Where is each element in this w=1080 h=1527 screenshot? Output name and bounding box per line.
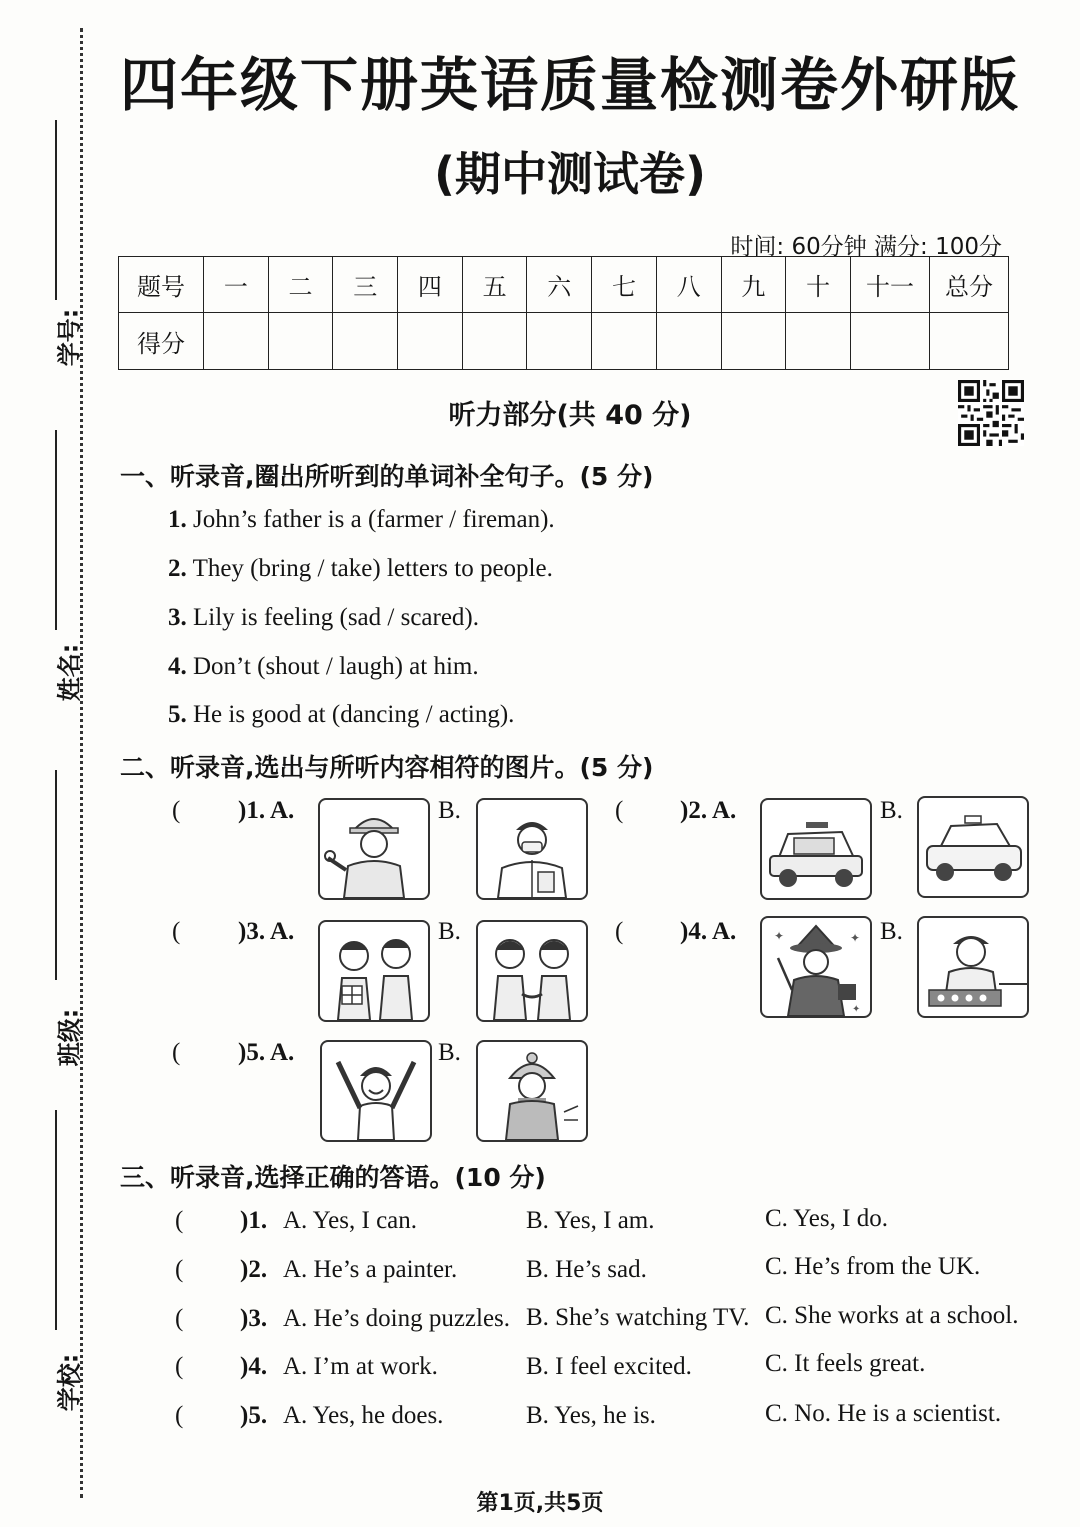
answer-bracket[interactable]: (: [172, 797, 181, 824]
taxi-picture[interactable]: [917, 796, 1029, 898]
item-text: They (bring / take) letters to people.: [192, 555, 553, 582]
school-label: 学校:: [55, 1353, 84, 1412]
answer-bracket[interactable]: (: [172, 918, 181, 945]
item-number: 4.: [168, 653, 187, 680]
police-car-picture[interactable]: [760, 798, 872, 900]
table-cell: 四: [398, 257, 463, 313]
option-b: B. She’s watching TV.: [526, 1304, 750, 1331]
item-number: )3. A.: [238, 918, 295, 945]
svg-text:✦: ✦: [850, 931, 861, 945]
option-b-label: B.: [438, 797, 461, 824]
score-cell[interactable]: [527, 313, 592, 370]
option-b: B. Yes, I am.: [526, 1207, 655, 1234]
girls-with-gift-icon: [320, 922, 428, 1020]
answer-bracket[interactable]: (: [172, 1039, 181, 1066]
happy-boy-picture[interactable]: [320, 1040, 432, 1142]
score-cell[interactable]: [398, 313, 463, 370]
item-number: )4. A.: [680, 918, 737, 945]
boy-baking-picture[interactable]: [917, 916, 1029, 1018]
shivering-girl-icon: [478, 1042, 586, 1140]
answer-bracket[interactable]: (: [175, 1305, 184, 1332]
listening-section-header: 听力部分(共 40 分): [448, 400, 692, 431]
option-b: B. He’s sad.: [526, 1256, 647, 1283]
item-number: 2.: [168, 555, 187, 582]
svg-text:✦: ✦: [852, 1004, 861, 1015]
item-number: )1.: [240, 1207, 268, 1234]
binding-strip: [0, 0, 100, 1527]
taxi-icon: [919, 798, 1027, 896]
worker-with-wrench-icon: [320, 800, 428, 898]
page-number-footer: 第1页,共5页: [476, 1491, 604, 1516]
name-field[interactable]: [22, 430, 82, 710]
item-number: )3.: [240, 1305, 268, 1332]
school-underline: [55, 1110, 57, 1330]
item-text: Don’t (shout / laugh) at him.: [193, 653, 479, 680]
table-cell: 十: [786, 257, 851, 313]
table-cell: 六: [527, 257, 592, 313]
part3-title: 三、听录音,选择正确的答语。(10 分): [120, 1163, 546, 1192]
class-field[interactable]: [22, 770, 82, 1070]
part1-item: [168, 653, 479, 681]
table-cell: 九: [721, 257, 786, 313]
part1-title: 一、听录音,圈出所听到的单词补全句子。(5 分): [120, 462, 654, 491]
student-id-label: 学号:: [55, 308, 84, 367]
magician-icon: [762, 918, 870, 1016]
answer-bracket[interactable]: (: [175, 1402, 184, 1429]
score-cell[interactable]: [656, 313, 721, 370]
option-b-label: B.: [880, 797, 903, 824]
student-id-underline: [55, 120, 57, 300]
option-a: A. Yes, I can.: [283, 1207, 418, 1234]
score-cell[interactable]: [204, 313, 269, 370]
option-a: A. He’s doing puzzles.: [283, 1305, 511, 1332]
option-b-label: B.: [880, 918, 903, 945]
table-cell: 三: [333, 257, 398, 313]
girls-holding-hands-picture[interactable]: [476, 920, 588, 1022]
part1-item: [168, 604, 479, 632]
option-a: A. I’m at work.: [283, 1353, 438, 1380]
class-label: 班级:: [55, 1008, 84, 1067]
item-number: 3.: [168, 604, 187, 631]
score-table-header-row: [119, 257, 1009, 313]
school-field[interactable]: [22, 1110, 82, 1410]
svg-text:✦: ✦: [774, 929, 785, 943]
option-c: C. He’s from the UK.: [765, 1253, 981, 1280]
page-title: 四年级下册英语质量检测卷外研版: [119, 51, 1020, 119]
table-cell: 题号: [119, 257, 204, 313]
table-cell: 八: [656, 257, 721, 313]
page-subtitle: (期中测试卷): [433, 147, 707, 201]
score-cell[interactable]: [851, 313, 930, 370]
answer-bracket[interactable]: (: [175, 1256, 184, 1283]
score-cell[interactable]: [268, 313, 333, 370]
score-cell[interactable]: [930, 313, 1009, 370]
answer-bracket[interactable]: (: [175, 1207, 184, 1234]
item-number: )5. A.: [238, 1039, 295, 1066]
item-number: )4.: [240, 1353, 268, 1380]
option-a: A. Yes, he does.: [283, 1402, 444, 1429]
score-cell[interactable]: [333, 313, 398, 370]
part1-item: [168, 555, 553, 583]
option-b: B. I feel excited.: [526, 1353, 692, 1380]
item-text: John’s father is a (farmer / fireman).: [193, 506, 555, 533]
item-number: )5.: [240, 1402, 268, 1429]
worker-picture[interactable]: [318, 798, 430, 900]
name-underline: [55, 430, 57, 630]
option-c: C. Yes, I do.: [765, 1205, 888, 1232]
part2-title: 二、听录音,选出与所听内容相符的图片。(5 分): [120, 753, 654, 782]
two-girls-gift-picture[interactable]: [318, 920, 430, 1022]
cold-girl-picture[interactable]: [476, 1040, 588, 1142]
table-cell: 二: [268, 257, 333, 313]
option-b-label: B.: [438, 918, 461, 945]
item-number: 1.: [168, 506, 187, 533]
class-underline: [55, 770, 57, 980]
boy-baking-cookies-icon: [919, 918, 1027, 1016]
item-number: )1. A.: [238, 797, 295, 824]
option-b-label: B.: [438, 1039, 461, 1066]
part1-item: [168, 506, 555, 534]
score-cell[interactable]: [462, 313, 527, 370]
item-number: )2.: [240, 1256, 268, 1283]
girls-holding-hands-icon: [478, 922, 586, 1020]
table-cell: 五: [462, 257, 527, 313]
item-text: Lily is feeling (sad / scared).: [193, 604, 480, 631]
doctor-picture[interactable]: [476, 798, 588, 900]
answer-bracket[interactable]: (: [175, 1353, 184, 1380]
score-cell[interactable]: [721, 313, 786, 370]
option-a: A. He’s a painter.: [283, 1256, 458, 1283]
option-c: C. No. He is a scientist.: [765, 1400, 1002, 1427]
student-id-field[interactable]: [22, 110, 82, 370]
item-number: )2. A.: [680, 797, 737, 824]
table-cell: 一: [204, 257, 269, 313]
answer-bracket[interactable]: (: [615, 918, 624, 945]
score-table: [118, 256, 1009, 370]
table-cell: 得分: [119, 313, 204, 370]
answer-bracket[interactable]: (: [615, 797, 624, 824]
item-text: He is good at (dancing / acting).: [193, 701, 515, 728]
cheering-boy-icon: [322, 1042, 430, 1140]
score-cell[interactable]: [786, 313, 851, 370]
doctor-with-mask-icon: [478, 800, 586, 898]
magician-picture[interactable]: [760, 916, 872, 1018]
score-table-score-row: [119, 313, 1009, 370]
police-car-icon: [762, 800, 870, 898]
option-b: B. Yes, he is.: [526, 1402, 656, 1429]
table-cell: 七: [592, 257, 657, 313]
score-cell[interactable]: [592, 313, 657, 370]
option-c: C. She works at a school.: [765, 1302, 1019, 1329]
table-cell: 总分: [930, 257, 1009, 313]
option-c: C. It feels great.: [765, 1350, 926, 1377]
time-info: 时间: 60分钟 满分: 100分: [730, 234, 1002, 260]
table-cell: 十一: [851, 257, 930, 313]
name-label: 姓名:: [55, 643, 84, 702]
part1-item: [168, 701, 514, 729]
item-number: 5.: [168, 701, 187, 728]
